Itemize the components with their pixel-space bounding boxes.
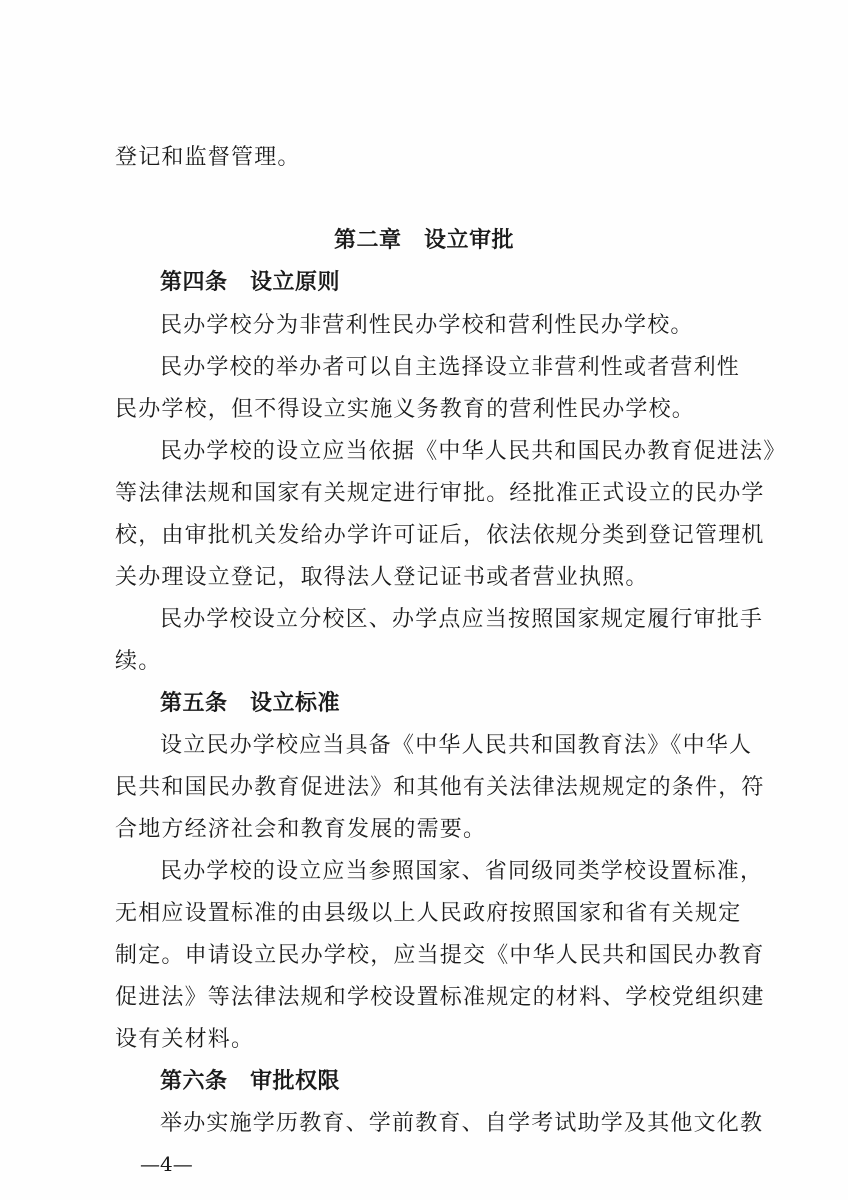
body-text-line: 关办理设立登记，取得法人登记证书或者营业执照。 xyxy=(115,565,649,590)
body-text-line: 设有关材料。 xyxy=(115,1027,255,1052)
body-text-line: 民办学校的设立应当依据《中华人民共和国民办教育促进法》 xyxy=(160,439,787,464)
chapter-heading: 第二章 设立审批 xyxy=(333,228,514,253)
article-heading: 第五条 设立标准 xyxy=(160,691,341,716)
body-text-line: 民办学校分为非营利性民办学校和营利性民办学校。 xyxy=(160,313,694,338)
body-text-line: 制定。申请设立民办学校，应当提交《中华人民共和国民办教育 xyxy=(115,943,765,968)
body-text-line: 民办学校，但不得设立实施义务教育的营利性民办学校。 xyxy=(115,397,696,422)
article-heading: 第四条 设立原则 xyxy=(160,270,341,295)
body-text-line: 促进法》等法律法规和学校设置标准规定的材料、学校党组织建 xyxy=(115,985,765,1010)
body-text-line: 举办实施学历教育、学前教育、自学考试助学及其他文化教 xyxy=(160,1111,764,1136)
body-text-line: 民共和国民办教育促进法》和其他有关法律法规规定的条件，符 xyxy=(115,775,765,800)
body-text-line: 民办学校的设立应当参照国家、省同级同类学校设置标准， xyxy=(160,859,764,884)
body-text-line: 合地方经济社会和教育发展的需要。 xyxy=(115,817,487,842)
article-heading: 第六条 审批权限 xyxy=(160,1069,341,1094)
body-text-line: 续。 xyxy=(115,649,162,674)
body-text-line: 等法律法规和国家有关规定进行审批。经批准正式设立的民办学 xyxy=(115,481,765,506)
body-text-line: 民办学校的举办者可以自主选择设立非营利性或者营利性 xyxy=(160,355,741,380)
body-text-line: 校，由审批机关发给办学许可证后，依法依规分类到登记管理机 xyxy=(115,523,765,548)
body-text-line: 设立民办学校应当具备《中华人民共和国教育法》《中华人 xyxy=(160,733,753,758)
body-text-line: 民办学校设立分校区、办学点应当按照国家规定履行审批手 xyxy=(160,607,764,632)
page-number: —4— xyxy=(140,1152,193,1176)
body-text-line: 登记和监督管理。 xyxy=(115,145,301,170)
body-text-line: 无相应设置标准的由县级以上人民政府按照国家和省有关规定 xyxy=(115,901,742,926)
